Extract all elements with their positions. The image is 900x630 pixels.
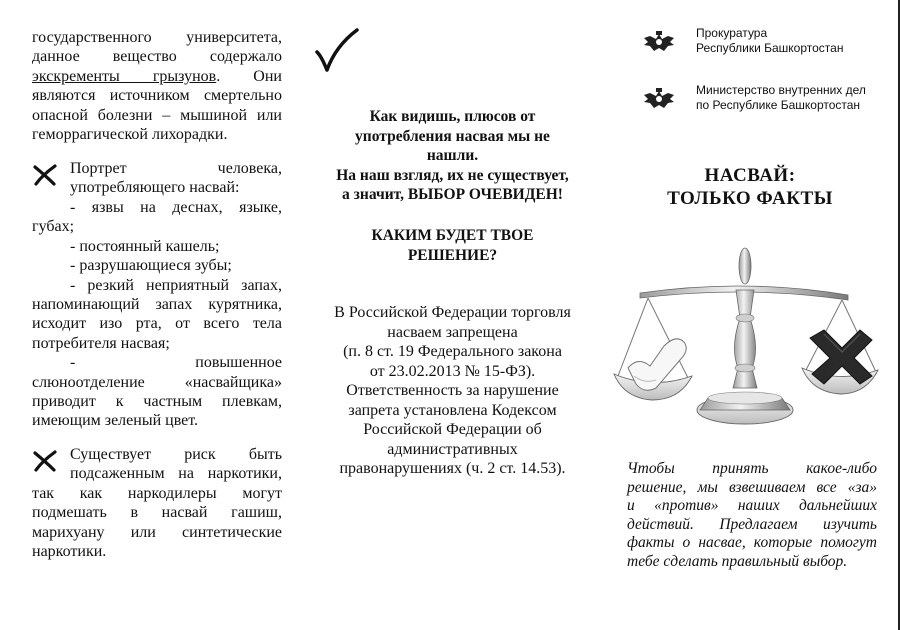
text-line: напоминающий запах курятника, <box>32 296 282 314</box>
text-line: Ответственность за нарушение <box>346 382 559 399</box>
drug-risk-paragraph <box>70 445 282 484</box>
cross-icon <box>32 450 58 472</box>
text-line: употребляющего насвай: <box>70 179 240 197</box>
scale-column <box>733 290 757 388</box>
text-line: нашли. <box>426 147 479 164</box>
text-line: факты о насвае, которые помогут <box>627 534 877 551</box>
org-name <box>696 83 866 113</box>
text-line: правонарушениях (ч. 2 ст. 14.53). <box>339 460 566 477</box>
text-line: являются источником смертельно <box>32 87 282 105</box>
leaflet-title <box>600 164 900 210</box>
underlined-phrase: экскременты грызунов <box>32 67 217 85</box>
text-line: (п. 8 ст. 19 Федерального закона <box>343 343 562 360</box>
balance-scales-image <box>610 238 880 433</box>
text-line: На наш взгляд, их не существует, <box>336 166 569 184</box>
text-line: В Российской Федерации торговля <box>334 304 571 321</box>
decision-question <box>305 226 600 265</box>
text-line: употребления насвая мы не <box>355 127 550 145</box>
text-line: запрета установлена Кодексом <box>348 401 557 419</box>
text-line: а значит, ВЫБОР ОЧЕВИДЕН! <box>342 186 563 203</box>
text-line: - резкий неприятный запах, <box>70 276 282 294</box>
text-line: данное вещество содержало <box>32 48 282 66</box>
portrait-heading <box>70 159 282 198</box>
dark-cross-shape <box>810 330 872 384</box>
text-line: - повышенное <box>70 354 282 372</box>
text-line: Существует риск быть <box>70 446 282 463</box>
text-line: исходит изо рта, от всего тела <box>32 315 282 333</box>
text-line: РЕШЕНИЕ? <box>407 246 498 264</box>
text-line: НАСВАЙ: <box>704 165 796 186</box>
text-line: КАКИМ БУДЕТ ТВОЕ <box>371 227 534 244</box>
text-line: приводит к частным плевкам, <box>32 393 282 411</box>
text-line: ТОЛЬКО ФАКТЫ <box>667 188 833 209</box>
cross-icon <box>32 164 58 186</box>
text-line: - разрушающиеся зубы; <box>70 257 232 275</box>
org-name <box>696 26 843 56</box>
conclusion-block <box>305 107 600 205</box>
closing-paragraph <box>627 460 877 571</box>
prosecutor-office-header <box>600 26 900 58</box>
text-line: Республики Башкортостан <box>696 41 844 55</box>
text-line: административных <box>387 440 518 458</box>
text-line: геморрагической лихорадки. <box>32 126 228 144</box>
drug-risk-paragraph-cont <box>32 484 282 562</box>
text-line: Российской Федерации об <box>363 421 542 438</box>
text-line: губах; <box>32 218 75 236</box>
text-line: решение, мы взвешиваем все «за» <box>627 478 877 496</box>
text-line: наркотики. <box>32 543 107 561</box>
text-line: Чтобы принять какое-либо <box>627 460 877 477</box>
middle-column <box>305 0 600 630</box>
text-line: подмешать в насвай гашиш, <box>32 504 282 522</box>
text-line: Министерство внутренних дел <box>696 83 866 97</box>
text-line: марихуану или синтетические <box>32 523 282 541</box>
double-headed-eagle-emblem <box>640 87 678 111</box>
text-line: слюноотделение «насвайщика» <box>32 373 282 391</box>
text-line: Прокуратура <box>696 26 768 40</box>
text-line: и «против» наших дальнейших <box>627 497 877 514</box>
text-line: подсаженным на наркотики, <box>70 465 282 483</box>
text-line: имеющим зеленый цвет. <box>32 412 199 430</box>
scale-finial <box>739 248 751 284</box>
text-line: - язвы на деснах, языке, <box>70 199 282 216</box>
double-headed-eagle-emblem <box>640 30 678 54</box>
right-column <box>600 0 900 630</box>
text-line: Портрет человека, <box>70 160 282 177</box>
left-column <box>0 0 305 630</box>
rodent-paragraph <box>32 28 282 144</box>
text-line: тебе сделать правильный выбор. <box>627 552 848 570</box>
interior-ministry-header <box>600 83 900 115</box>
text-line: - постоянный кашель; <box>70 237 220 255</box>
text-line: от 23.02.2013 № 15-ФЗ). <box>369 362 536 380</box>
text-line: государственного университета, <box>32 29 282 46</box>
checkmark-icon <box>313 26 361 74</box>
text-line: Как видишь, плюсов от <box>369 108 536 125</box>
text-line: экскременты грызунов. Они <box>32 67 282 85</box>
symptoms-list <box>32 198 282 431</box>
text-line: насваем запрещена <box>387 323 518 341</box>
text-line: действий. Предлагаем изучить <box>627 515 877 533</box>
text-line: опасной болезни – мышиной или <box>32 106 282 124</box>
law-paragraph <box>305 303 600 479</box>
text-line: по Республике Башкортостан <box>696 98 861 112</box>
text-line: так как наркодилеры могут <box>32 485 282 502</box>
text-line: потребителя насвая; <box>32 334 170 352</box>
